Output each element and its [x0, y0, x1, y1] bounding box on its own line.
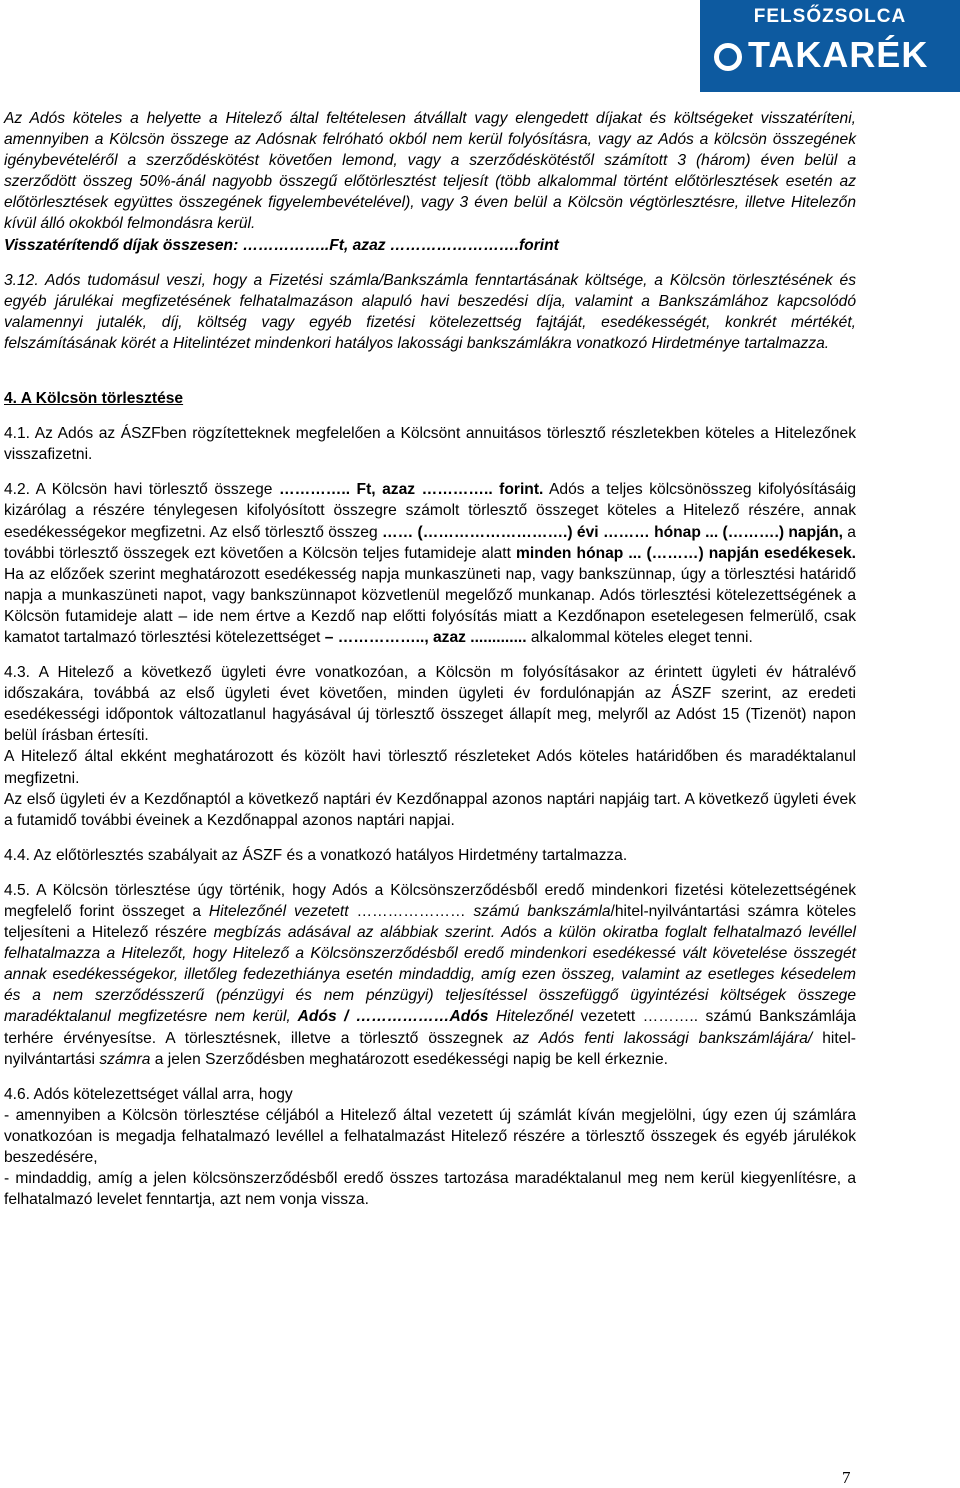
paragraph-4-3-b: A Hitelező által ekként meghatározott és közölt havi törlesztő részleteket Adós köteles határidőben és maradéktalanul megfizetni.: [4, 748, 856, 787]
logo-mark-icon: [714, 43, 742, 71]
paragraph-4-4: 4.4. Az előtörlesztés szabályait az ÁSZF és a vonatkozó hatályos Hirdetmény tartalmazza.: [4, 846, 628, 864]
paragraph-4-3: 4.3. A Hitelező a következő ügyleti évre vonatkozóan, a Kölcsön m folyósításakor az érintett ügyleti év hátralévő időszakára, továbbá az első ügyleti évet követően, minden ügyleti év fordulónapján az ÁSZF szerint, az eredeti esedékességi időpontok változatlanul hagyásával új törlesztő összeget állapít meg, melyről az Adóst 15 (Tizenöt) napon belül írásban értesíti.: [4, 664, 856, 745]
paragraph-4-6-item-1: - amennyiben a Kölcsön törlesztése céljából a Hitelező által vezetett új számlát kíván megjelölni, úgy ezen új számlára vonatkozóan is megadja felhatalmazó levéllel a felhatalmazást Hitelező részére a törlesztő összegek és egyéb járulékok beszedésére,: [4, 1106, 856, 1167]
document-body: [4, 108, 856, 1210]
page-number: 7: [842, 1468, 851, 1487]
paragraph-fee-refund: Az Adós köteles a helyette a Hitelező által feltételesen átvállalt vagy elengedett díjakat és költségeket visszatéríteni, amennyiben a Kölcsön összege az Adósnak felróható okból nem kerül folyósításra, vagy az Adós a kölcsön összegének igénybevételéről a szerződéskötést követően lemond, vagy a szerződéskötéstől számított 3 (három) éven belül a szerződött összeg 50%-ánál nagyobb összegű előtörlesztést teljesít (több alkalommal történt előtörlesztések esetén az előtörlesztések együttes összegének figyelembevételével), vagy 3 éven belül a Kölcsön végtörlesztésre, illetve Hitelezőn kívül álló okokból felmondásra kerül.: [4, 110, 856, 233]
paragraph-4-6-item-2: - mindaddig, amíg a jelen kölcsönszerződésből eredő összes tartozása maradéktalanul meg nem kerül kiegyenlítésre, a felhatalmazó levelet fenntartja, azt nem vonja vissza.: [4, 1170, 856, 1209]
logo-top-text: FELSŐZSOLCA: [753, 6, 907, 27]
paragraph-4-5: 4.5. A Kölcsön törlesztése úgy történik, hogy Adós a Kölcsönszerződésből eredő mindenkori fizetési kötelezettségének megfelelő forint összeget a Hitelezőnél vezetett ………………… számú bankszámla/hitel-nyilvántartási számra köteles teljesíteni a Hitelező részére megbízás adásával az alábbiak szerint. Adós a külön okiratba foglalt felhatalmazó levéllel felhatalmazza a Hitelezőt, hogy Hitelező a Kölcsönszerződésből eredő mindenkori esedékessé vált követelése összegét annak esedékességekor, illetőleg fedezethiánya esetén mindaddig, amíg ezen összeg, valamint az esetleges késedelem és a nem szerződésszerű (pénzügyi és nem pénzügyi) teljesítéssel összefüggő ügyintézési költségek összege maradéktalanul megfizetésre nem kerül, Adós / ………………Adós Hitelezőnél vezetett ……….. számú Bankszámlája terhére érvényesítse. A törlesztésnek, illetve a törlesztő összegnek az Adós fenti lakossági bankszámlájára/ hitel-nyilvántartási számra a jelen Szerződésben meghatározott esedékességi napig be kell érkeznie.: [4, 881, 856, 1068]
paragraph-4-1: 4.1. Az Adós az ÁSZFben rögzítetteknek megfelelően a Kölcsönt annuitásos törlesztő részletekben köteles a Hitelezőnek visszafizetni.: [4, 425, 856, 464]
paragraph-3-12: 3.12. Adós tudomásul veszi, hogy a Fizetési számla/Bankszámla fenntartásának költsége, a Kölcsön törlesztésének és egyéb járulékai megfizetésének felhatalmazáson alapuló havi beszedési díja, valamint a Bankszámlához kapcsolódó valamennyi jutalék, díj, költség vagy egyéb fizetési kötelezettség fajtáját, esedékességét, konkrét mértékét, felszámításának körét a Hitelintézet mindenkori hatályos lakossági bankszámlákra vonatkozó Hirdetménye tartalmazza.: [4, 271, 856, 352]
logo-name: TAKARÉK: [748, 34, 929, 75]
paragraph-4-6: 4.6. Adós kötelezettséget vállal arra, hogy: [4, 1085, 293, 1103]
refund-total-line: Visszatérítendő díjak összesen: ……………..Ft, azaz …………………….forint: [4, 236, 559, 254]
paragraph-4-2: 4.2. A Kölcsön havi törlesztő összege ………….. Ft, azaz ………….. forint. Adós a teljes kölcsönösszeg kifolyósításáig kizárólag a részére ténylegesen kifolyósított összegre számolt törlesztő összeget köteles a Hitelező részére, annak esedékességekor megfizetni. Az első törlesztő összeg …… (……………………….) évi ……… hónap ... (……….) napján, a további törlesztő összegek ezt követően a Kölcsön teljes futamideje alatt minden hónap ... (………) napján esedékesek. Ha az előzőek szerint meghatározott esedékesség napja munkaszüneti nap, vagy bankszünnap, úgy a törlesztési határidő napja a munkaszüneti napot, vagy bankszünnapot közvetlenül megelőző munkanap. Adós törlesztési kötelezettségének a Kölcsön futamideje alatt – ide nem értve a Kezdő nap előtti folyósítás miatt a Kezdőnapon esetelegesen felmerülő, csak kamatot tartalmazó törlesztési kötelezettséget – …………….., azaz ............. alkalommal köteles eleget tenni.: [4, 481, 856, 646]
section-heading-4: 4. A Kölcsön törlesztése: [4, 390, 184, 408]
paragraph-4-3-c: Az első ügyleti év a Kezdőnaptól a következő naptári év Kezdőnappal azonos naptári napjáig tart. A következő ügyleti évek a futamidő további éveinek a Kezdőnappal azonos naptári napjai.: [4, 790, 856, 829]
logo-bottom-text: [714, 34, 928, 76]
bank-logo: [700, 0, 960, 92]
